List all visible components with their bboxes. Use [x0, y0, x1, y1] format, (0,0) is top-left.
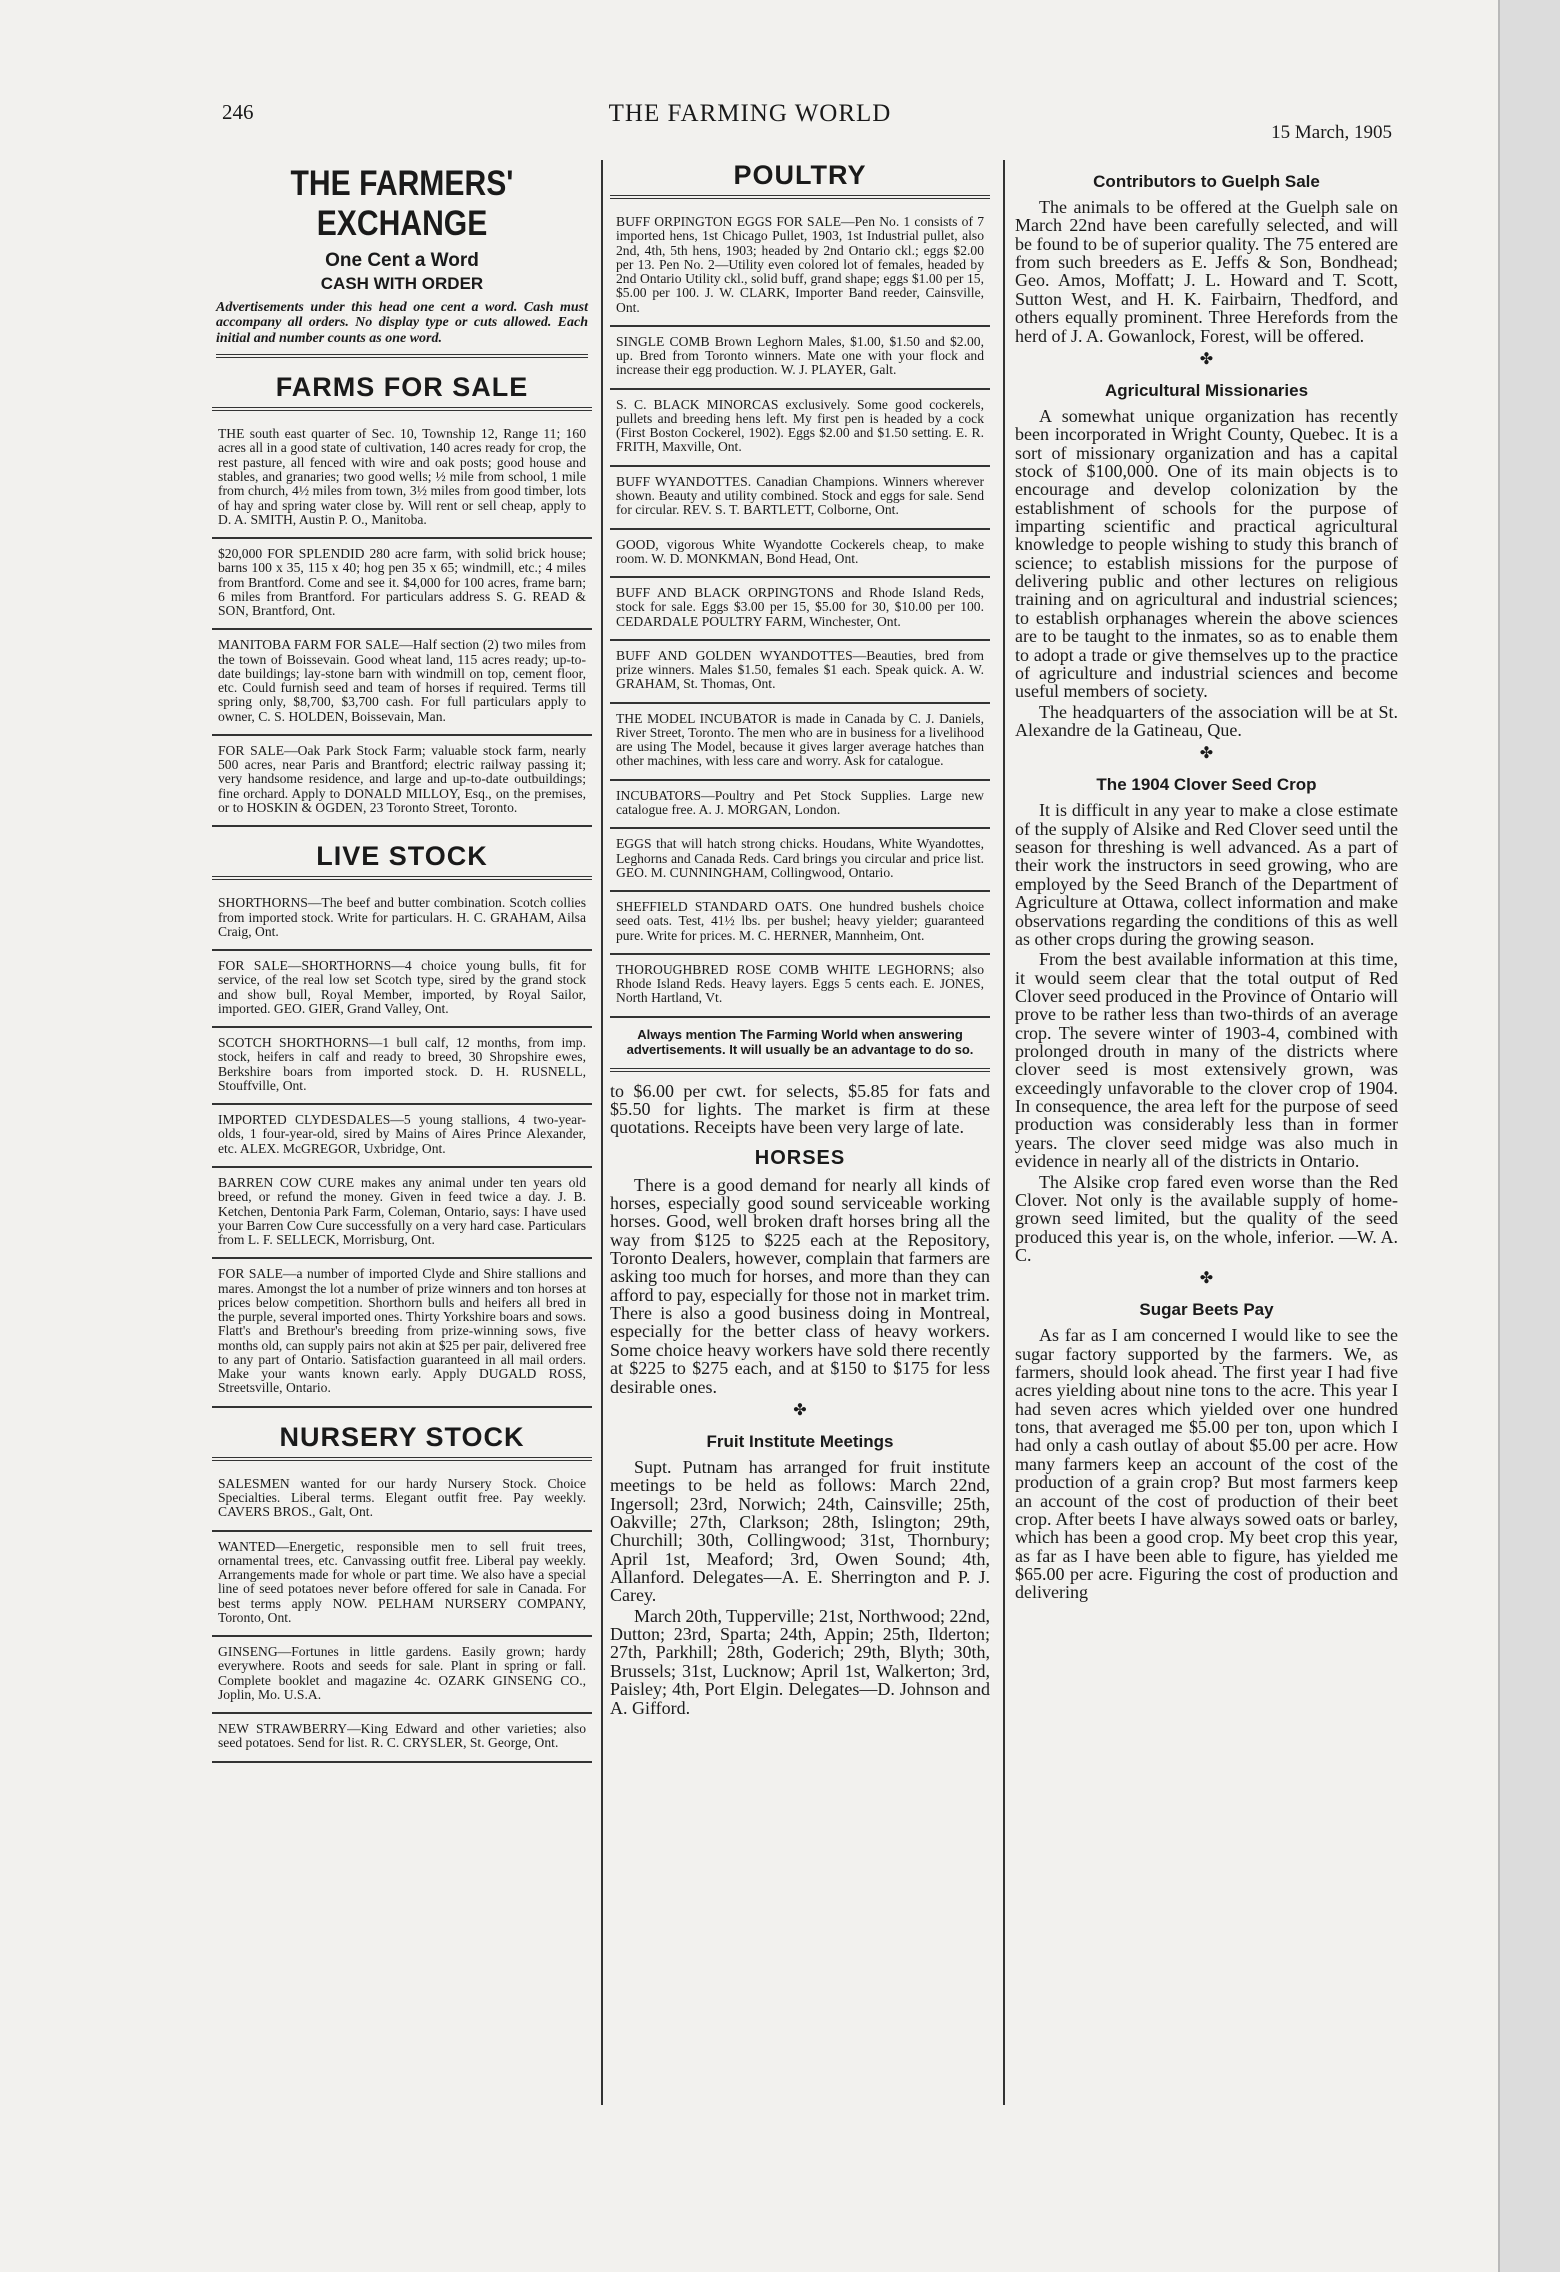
section-title-poultry: POULTRY: [610, 160, 990, 199]
classified-ad: BUFF ORPINGTON EGGS FOR SALE—Pen No. 1 consists of 7 imported hens, 1st Chicago Pullet, 1903, 1st Industrial pullet, also 2nd, 4th, 5th hens, 1903; headed by 2nd Ontario ckl.; eggs $2.00 per 13. Pen No. 2—Utility even colored lot of females, headed by 2nd Ontario Utility ckl., solid buff, grand shape; eggs $1.00 per 15, $5.00 per 100. J. W. CLARK, Importer Band reeder, Cainsville, Ont.: [610, 207, 990, 327]
sugar-beets-heading: Sugar Beets Pay: [1139, 1300, 1274, 1320]
missionaries-paragraph-2: The headquarters of the association will be at St. Alexandre de la Gatineau, Que.: [1015, 701, 1398, 740]
classified-ad: WANTED—Energetic, responsible men to sell fruit trees, ornamental trees, etc. Canvassing outfit free. Liberal pay weekly. Arrangements made for whole or part time. We also have a special line of seed potatoes never before offered for sale in Canada. For best terms apply NOW. PELHAM NURSERY COMPANY, Toronto, Ont.: [212, 1532, 592, 1638]
rate-line: One Cent a Word: [325, 250, 479, 271]
column-classifieds: [212, 160, 592, 2105]
market-continuation: to $6.00 per cwt. for selects, $5.85 for fats and $5.50 for lights. The market is firm at these quotations. Receipts have been very large of late.: [610, 1080, 990, 1138]
classified-ad: THOROUGHBRED ROSE COMB WHITE LEGHORNS; also Rhode Island Reds. Heavy layers. Eggs 5 cents each. E. JONES, North Hartland, Vt.: [610, 955, 990, 1018]
missionaries-paragraph-1: A somewhat unique organization has recently been incorporated in Wright County, Quebec. It is a sort of missionary organization and has a capital stock of $100,000. One of its main objects is to encourage and develop colonization by the establishment of schools for the purpose of imparting scientific and practical agricultural knowledge to people wishing to study this branch of science; to establish missions for the purpose of delivering public and other lectures on religious training and on agricultural and industrial sciences; to establish orphanages wherein the above sciences are to be taught to the inmates, so as to enable them to adopt a trade or give themselves up to the practice of agriculture and industrial sciences and become useful members of society.: [1015, 405, 1398, 702]
ornament-divider: ✤: [1199, 745, 1214, 763]
clover-seed-heading: The 1904 Clover Seed Crop: [1096, 775, 1317, 795]
classified-ad: SALESMEN wanted for our hardy Nursery Stock. Choice Specialties. Liberal terms. Elegant outfit free. Pay weekly. CAVERS BROS., Galt, Ont.: [212, 1469, 592, 1532]
fruit-paragraph-1: Supt. Putnam has arranged for fruit institute meetings to be held as follows: March 22nd, Ingersoll; 23rd, Norwich; 24th, Cainsville; 25th, Oakville; 27th, Clarkson; 28th, Islington; 29th, Churchill; 30th, Collingwood; 31st, Thornbury; April 1st, Meaford; 3rd, Owen Sound; 4th, Allanford. Delegates—A. E. Sherrington and P. J. Carey.: [610, 1456, 990, 1606]
classified-ad: FOR SALE—a number of imported Clyde and Shire stallions and mares. Amongst the lot a number of prize winners and ton horses at prices below competition. Shorthorn bulls and heifers all bred in the purple, several imported ones. Thirty Yorkshire boars and sows. Flatt's and Brethour's breeding from prize-winning sows, five months old, can supply pairs not akin at $25 per pair, delivered free to any part of Ontario. Satisfaction guaranteed in all mail orders. Make your wants known early. Apply DUGALD ROSS, Streetsville, Ontario.: [212, 1259, 592, 1407]
page-header: [0, 100, 1500, 143]
ornament-divider: ✤: [1199, 1270, 1214, 1288]
classified-ad: BUFF AND BLACK ORPINGTONS and Rhode Island Reds, stock for sale. Eggs $3.00 per 15, $5.00 for 30, $10.00 per 100. CEDARDALE POULTRY FARM, Winchester, Ont.: [610, 578, 990, 641]
column-rule-1: [601, 160, 603, 2105]
section-title-nursery: NURSERY STOCK: [212, 1422, 592, 1461]
classified-ad: FOR SALE—Oak Park Stock Farm; valuable stock farm, nearly 500 acres, near Paris and Brantford; electric railway passing it; very handsome residence, and large and up-to-date outbuildings; fine orchard. Apply to DONALD MILLOY, Esq., on the premises, or to HOSKIN & OGDEN, 23 Toronto Street, Toronto.: [212, 736, 592, 827]
ornament-divider: ✤: [1199, 350, 1214, 368]
ad-rules-note: Advertisements under this head one cent a word. Cash must accompany all orders. No display type or cuts allowed. Each initial and number counts as one word.: [216, 300, 588, 358]
clover-paragraph-3: The Alsike crop fared even worse than the Red Clover. Not only is the available supply of home-grown seed limited, but the quality of the seed produced this year is, on the whole, inferior. —W. A. C.: [1015, 1171, 1398, 1265]
column-poultry: [610, 160, 990, 2105]
column-articles: [1015, 160, 1398, 2135]
classified-ad: GOOD, vigorous White Wyandotte Cockerels cheap, to make room. W. D. MONKMAN, Bond Head, Ont.: [610, 530, 990, 579]
classified-ad: BARREN COW CURE makes any animal under ten years old breed, or refund the money. Given in feed twice a day. J. B. Ketchen, Dentonia Park Farm, Coleman, Ontario, says: I have used your Barren Cow Cure successfully on a very hard case. Particulars from L. F. SELLECK, Morrisburg, Ont.: [212, 1168, 592, 1259]
classified-ad: S. C. BLACK MINORCAS exclusively. Some good cockerels, pullets and breeding hens left. My first pen is headed by a cock (First Boston Cockerel, 1902). Eggs $2.00 and $1.50 setting. E. R. FRITH, Maxville, Ont.: [610, 390, 990, 467]
horses-heading: HORSES: [754, 1146, 846, 1169]
guelph-sale-paragraph: The animals to be offered at the Guelph sale on March 22nd have been carefully selected, and will be found to be of superior quality. The 75 entered are from such breeders as E. Jeffs & Son, Bondhead; Geo. Amos, Moffatt; J. L. Howard and T. Scott, Sutton West, and H. K. Fairbairn, Thedford, and others equally prominent. Three Herefords from the herd of J. A. Gowanlock, Forest, will be offered.: [1015, 197, 1398, 346]
farmers-exchange-banner: THE FARMERS' EXCHANGE: [290, 164, 514, 243]
horses-paragraph: There is a good demand for nearly all kinds of horses, especially good sound serviceable working horses. Good, well broken draft horses bring all the way from $125 to $225 each at the Repository, Toronto Dealers, however, complain that farmers are asking too much for horses, and more than they can afford to pay, especially for those not in market trim. There is also a good business doing in Montreal, especially for the better class of heavy workers. Some choice heavy workers have sold there recently at $225 to $275 each, and at $150 to $175 for less desirable ones.: [610, 1174, 990, 1397]
classified-ad: BUFF AND GOLDEN WYANDOTTES—Beauties, bred from prize winners. Males $1.50, females $1 each. Speak quick. A. W. GRAHAM, St. Thomas, Ont.: [610, 641, 990, 704]
column-rule-2: [1003, 160, 1005, 2105]
fruit-institute-heading: Fruit Institute Meetings: [706, 1431, 894, 1451]
classified-ad: $20,000 FOR SPLENDID 280 acre farm, with solid brick house; barns 100 x 35, 115 x 40; hog pen 35 x 65; windmill, etc.; 4 miles from Brantford. Come and see it. $4,000 for 100 acres, frame barn; 6 miles from Brantford. For particulars address S. G. READ & SON, Brantford, Ont.: [212, 539, 592, 630]
classified-ad: INCUBATORS—Poultry and Pet Stock Supplies. Large new catalogue free. A. J. MORGAN, London.: [610, 781, 990, 830]
missionaries-heading: Agricultural Missionaries: [1104, 380, 1309, 400]
classified-ad: IMPORTED CLYDESDALES—5 young stallions, 4 two-year-olds, 1 four-year-old, sired by Mains of Aires Prince Alexander, etc. ALEX. McGREGOR, Uxbridge, Ont.: [212, 1105, 592, 1168]
always-mention-notice: Always mention The Farming World when answering advertisements. It will usually be an advantage to do so.: [610, 1018, 990, 1072]
classified-ad: FOR SALE—SHORTHORNS—4 choice young bulls, fit for service, of the real low set Scotch type, sired by the grand stock and show bull, Royal Member, imported, by Royal Sailor, imported. GEO. GIER, Grand Valley, Ont.: [212, 951, 592, 1028]
clover-paragraph-2: From the best available information at this time, it would seem clear that the total output of Red Clover seed produced in the Province of Ontario will prove to be rather less than two-thirds of an average crop. The severe winter of 1903-4, combined with prolonged drouth in many of the districts where clover seed is most extensively grown, was exceedingly unfavorable to the clover crop of 1904. In consequence, the area left for the purpose of seed production was considerably less than in former years. The clover seed midge was also much in evidence in nearly all of the districts in Ontario.: [1015, 949, 1398, 1172]
fruit-paragraph-2: March 20th, Tupperville; 21st, Northwood; 22nd, Dutton; 23rd, Sparta; 24th, Appin; 25th, Ilderton; 27th, Parkhill; 28th, Goderich; 29th, Blyth; 30th, Brussels; 31st, Lucknow; April 1st, Walkerton; 3rd, Paisley; 4th, Port Elgin. Delegates—D. Johnson and A. Gifford.: [610, 1605, 990, 1718]
classified-ad: SHORTHORNS—The beef and butter combination. Scotch collies from imported stock. Write for particulars. H. C. GRAHAM, Ailsa Craig, Ont.: [212, 888, 592, 951]
classified-ad: SHEFFIELD STANDARD OATS. One hundred bushels choice seed oats. Test, 41½ lbs. per bushel; heavy yielder; guaranteed pure. Write for prices. M. C. HERNER, Mannheim, Ont.: [610, 892, 990, 955]
classified-ad: MANITOBA FARM FOR SALE—Half section (2) two miles from the town of Boissevain. Good wheat land, 115 acres ready; up-to-date buildings; lay-stone barn with windmill on top, cement floor, etc. Could furnish seed and team of horses if required. Terms till spring only, $8,700, $3,700 cash. For full particulars apply to owner, C. S. HOLDEN, Boissevain, Man.: [212, 630, 592, 736]
issue-date: 15 March, 1905: [1271, 122, 1392, 143]
classified-ad: THE MODEL INCUBATOR is made in Canada by C. J. Daniels, River Street, Toronto. The men who are in business for a livelihood are using The Model, because it gives larger average hatches than other machines, with less care and worry. Ask for catalogue.: [610, 704, 990, 781]
terms-line: CASH WITH ORDER: [320, 274, 484, 293]
classified-ad: SINGLE COMB Brown Leghorn Males, $1.00, $1.50 and $2.00, up. Bred from Toronto winners. Mate one with your flock and increase their egg production. W. J. PLAYER, Galt.: [610, 327, 990, 390]
section-title-farms: FARMS FOR SALE: [212, 372, 592, 411]
classified-ad: BUFF WYANDOTTES. Canadian Champions. Winners wherever shown. Beauty and utility combined. Stock and eggs for sale. Send for circular. REV. S. T. BARTLETT, Colborne, Ont.: [610, 467, 990, 530]
classified-ad: NEW STRAWBERRY—King Edward and other varieties; also seed potatoes. Send for list. R. C. CRYSLER, St. George, Ont.: [212, 1714, 592, 1763]
classified-ad: THE south east quarter of Sec. 10, Township 12, Range 11; 160 acres all in a good state of cultivation, 140 acres ready for crop, the rest pasture, all fenced with wire and oak posts; good house and stables, and granaries; two good wells; ½ mile from school, 1 mile from church, 4½ miles from town, 3½ miles from good timber, lots of hay and spring water close by. Will rent or sell cheap, apply to D. A. SMITH, Austin P. O., Manitoba.: [212, 419, 592, 539]
section-title-live-stock: LIVE STOCK: [212, 841, 592, 880]
page-number: 246: [222, 100, 254, 124]
ornament-divider: ✤: [793, 1401, 807, 1419]
classified-ad: SCOTCH SHORTHORNS—1 bull calf, 12 months, from imp. stock, heifers in calf and ready to breed, 30 Shropshire ewes, Berkshire boars from imported stock. D. H. RUSNELL, Stouffville, Ont.: [212, 1028, 592, 1105]
guelph-sale-heading: Contributors to Guelph Sale: [1093, 172, 1320, 191]
classified-ad: EGGS that will hatch strong chicks. Houdans, White Wyandottes, Leghorns and Canada Reds. Card brings you circular and price list. GEO. M. CUNNINGHAM, Collingwood, Ontario.: [610, 829, 990, 892]
classified-ad: GINSENG—Fortunes in little gardens. Easily grown; hardy everywhere. Roots and seeds for sale. Plant in spring or fall. Complete booklet and magazine 4c. OZARK GINSENG CO., Joplin, Mo. U.S.A.: [212, 1637, 592, 1714]
sugar-beets-paragraph: As far as I am concerned I would like to see the sugar factory supported by the farmers. We, as farmers, should look ahead. The first year I had five acres yielding about nine tons to the acre. This year I had seven acres which yielded over one hundred tons, that averaged me $5.00 per ton, upon which I had only a cash outlay of about $5.00 per acre. How many farmers keep an account of the cost of the production of a grain crop? But most farmers keep an account of the cost of production of their beet crop. After beets I have always sowed oats or barley, which has been a good crop. My beet crop this year, as far as I have been able to figure, has yielded me $65.00 per acre. Figuring the cost of production and delivering: [1015, 1325, 1398, 1603]
clover-paragraph-1: It is difficult in any year to make a close estimate of the supply of Alsike and Red Clover seed until the season for threshing is well advanced. As a part of their work the instructors in seed growing, who are employed by the Seed Branch of the Department of Agriculture at Ottawa, collect information and make observations regarding the conditions of this as well as other crops during the growing season.: [1015, 800, 1398, 949]
publication-title: THE FARMING WORLD: [608, 100, 892, 127]
page-edge: [1498, 0, 1560, 2272]
